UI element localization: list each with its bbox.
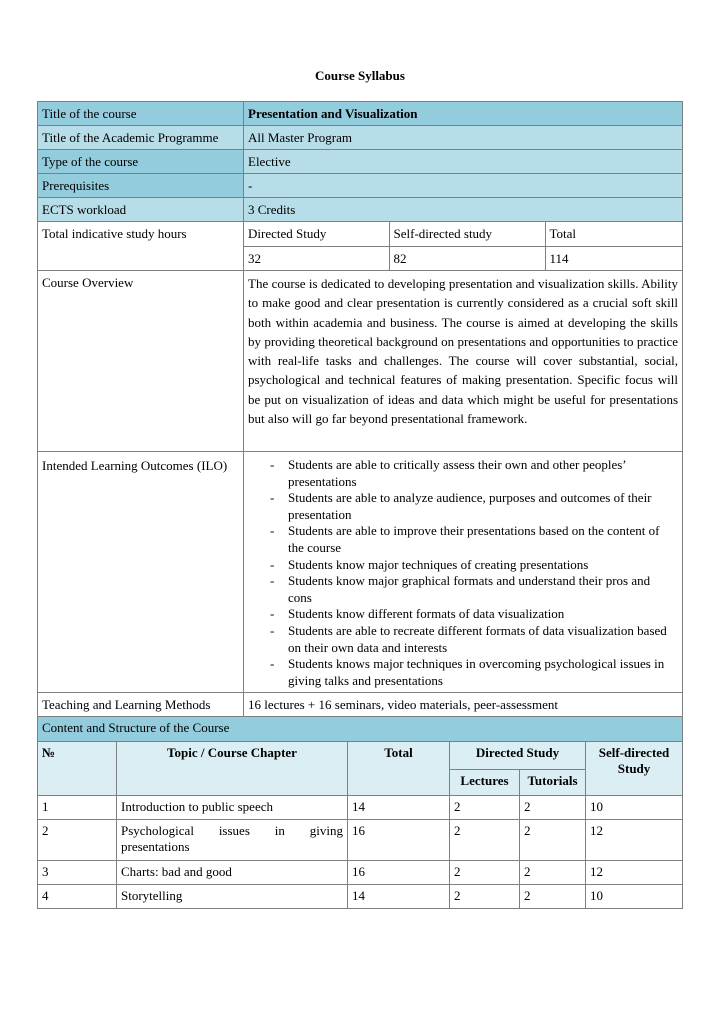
content-heading: Content and Structure of the Course [38, 717, 683, 742]
ilo-cell [244, 452, 683, 693]
row-lectures: 2 [450, 796, 520, 820]
row-topic: Introduction to public speech [117, 796, 348, 820]
prereq-label: Prerequisites [38, 174, 244, 198]
row-self-directed: 10 [586, 796, 683, 820]
header-directed-study: Directed Study [450, 742, 586, 770]
ilo-item: - Students are able to analyze audience, purposes and outcomes of their presentation [288, 490, 676, 523]
hours-value-directed: 32 [244, 246, 389, 270]
ilo-item: - Students are able to recreate different formats of data visualization based on their own data and interests [288, 623, 676, 656]
course-title-value: Presentation and Visualization [244, 102, 683, 126]
document-title: Course Syllabus [315, 68, 405, 83]
course-title-label: Title of the course [38, 102, 244, 126]
ilo-list [248, 457, 678, 689]
methods-label: Teaching and Learning Methods [38, 693, 244, 717]
hours-value-self: 82 [389, 246, 545, 270]
ilo-item: - Students knows major techniques in overcoming psychological issues in giving talks and presentations [288, 656, 676, 689]
row-tutorials: 2 [520, 861, 586, 885]
programme-label: Title of the Academic Programme [38, 126, 244, 150]
ects-label: ECTS workload [38, 198, 244, 222]
header-lectures: Lectures [450, 770, 520, 796]
hours-table [244, 222, 683, 270]
ilo-item: - Students know different formats of data visualization [288, 606, 676, 623]
row-lectures: 2 [450, 820, 520, 861]
row-number: 1 [38, 796, 117, 820]
type-label: Type of the course [38, 150, 244, 174]
hours-header-total: Total [545, 222, 683, 246]
row-total: 16 [348, 861, 450, 885]
content-structure-table [37, 716, 683, 909]
row-topic: Charts: bad and good [117, 861, 348, 885]
header-tutorials: Tutorials [520, 770, 586, 796]
ilo-item: - Students are able to improve their presentations based on the content of the course [288, 523, 676, 556]
programme-value: All Master Program [244, 126, 683, 150]
header-number: № [38, 742, 117, 796]
overview-text: The course is dedicated to developing presentation and visualization skills. Ability to make good and clear presentation is currently considered as a crucial soft skill both within academia and business. The course is aimed at developing the skills by providing theoretical background on presentations and opportunities to practice with real-life tasks and challenges. The course will cover substantial, social, psychological and technical features of making presentation. Specific focus will be put on visualization of ideas and data which might be useful for presentations but also will go far beyond presentational framework. [244, 271, 683, 452]
header-self-directed: Self-directed Study [586, 742, 683, 796]
row-total: 14 [348, 885, 450, 909]
row-self-directed: 12 [586, 820, 683, 861]
row-total: 16 [348, 820, 450, 861]
row-self-directed: 12 [586, 861, 683, 885]
row-tutorials: 2 [520, 796, 586, 820]
row-self-directed: 10 [586, 885, 683, 909]
row-number: 2 [38, 820, 117, 861]
row-tutorials: 2 [520, 820, 586, 861]
ilo-item: - Students know major graphical formats and understand their pros and cons [288, 573, 676, 606]
ects-value: 3 Credits [244, 198, 683, 222]
hours-cell [244, 222, 683, 271]
prereq-value: - [244, 174, 683, 198]
row-lectures: 2 [450, 885, 520, 909]
hours-header-directed: Directed Study [244, 222, 389, 246]
hours-label: Total indicative study hours [38, 222, 244, 271]
course-info-table [37, 101, 683, 717]
row-number: 4 [38, 885, 117, 909]
row-topic: Storytelling [117, 885, 348, 909]
ilo-item: - Students know major techniques of creating presentations [288, 557, 676, 574]
row-topic: Psychological issues in giving presentations [117, 820, 348, 861]
overview-label: Course Overview [38, 271, 244, 452]
methods-value: 16 lectures + 16 seminars, video materials, peer-assessment [244, 693, 683, 717]
ilo-item: - Students are able to critically assess their own and other peoples’ presentations [288, 457, 676, 490]
hours-header-self: Self-directed study [389, 222, 545, 246]
hours-value-total: 114 [545, 246, 683, 270]
row-total: 14 [348, 796, 450, 820]
row-tutorials: 2 [520, 885, 586, 909]
row-number: 3 [38, 861, 117, 885]
ilo-label: Intended Learning Outcomes (ILO) [38, 452, 244, 693]
header-total: Total [348, 742, 450, 796]
type-value: Elective [244, 150, 683, 174]
row-lectures: 2 [450, 861, 520, 885]
header-topic: Topic / Course Chapter [117, 742, 348, 796]
